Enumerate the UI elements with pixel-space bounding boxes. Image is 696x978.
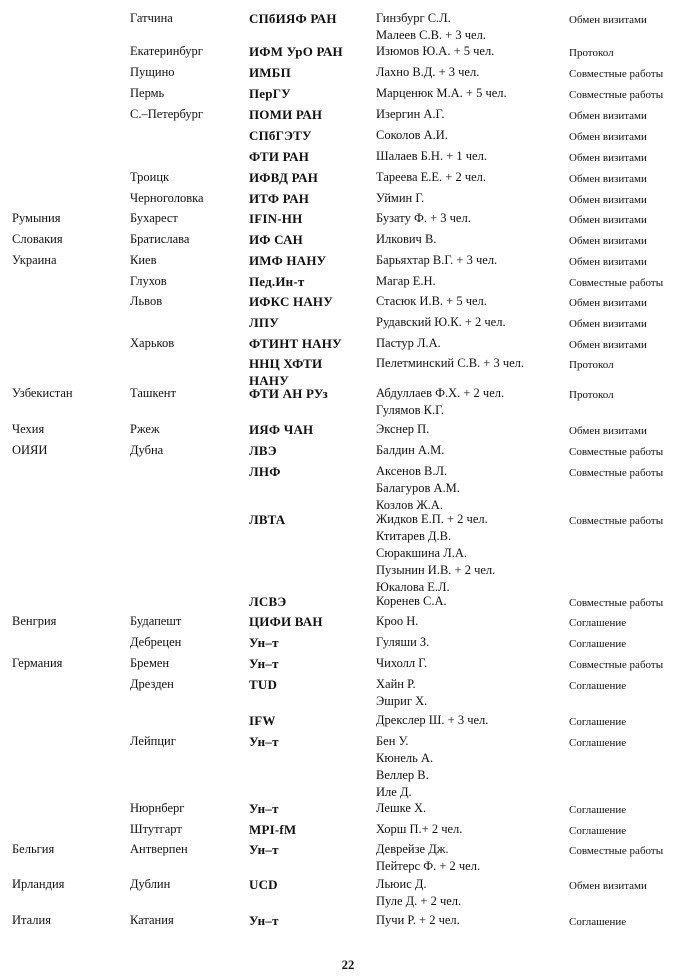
person-cell: Хайн Р. [376, 677, 416, 691]
cooperation-type-cell: Обмен визитами [569, 318, 647, 330]
cooperation-type-cell: Обмен визитами [569, 256, 647, 268]
cooperation-type-cell: Обмен визитами [569, 110, 647, 122]
cooperation-type-cell: Обмен визитами [569, 425, 647, 437]
country-cell: Украина [12, 253, 57, 267]
institution-cell: Ун–т [249, 913, 279, 928]
cooperation-type-cell: Обмен визитами [569, 152, 647, 164]
person-cell: Льюис Д. [376, 877, 427, 891]
person-cell: Пуле Д. + 2 чел. [376, 894, 462, 908]
country-cell: Ирландия [12, 877, 65, 891]
person-cell: Гинзбург С.Л. [376, 11, 451, 25]
person-cell: Пейтерс Ф. + 2 чел. [376, 859, 481, 873]
cooperation-type-cell: Совместные работы [569, 659, 664, 671]
person-cell: Кроо Н. [376, 614, 419, 628]
cooperation-type-cell: Совместные работы [569, 467, 664, 479]
person-cell: Лахно В.Д. + 3 чел. [376, 65, 480, 79]
person-cell: Кюнель А. [376, 751, 434, 765]
person-cell: Чихолл Г. [376, 656, 428, 670]
city-cell: Пущино [130, 65, 175, 79]
city-cell: Дублин [130, 877, 171, 891]
country-cell: Бельгия [12, 842, 55, 856]
cooperation-type-cell: Обмен визитами [569, 339, 647, 351]
institution-cell: IFIN-HH [249, 211, 303, 226]
institution-cell: IFW [249, 713, 276, 728]
cooperation-type-cell: Обмен визитами [569, 235, 647, 247]
person-cell: Изергин А.Г. [376, 107, 445, 121]
person-cell: Сюракшина Л.А. [376, 546, 467, 560]
city-cell: Штутгарт [130, 822, 182, 836]
institution-cell: ИЯФ ЧАН [249, 422, 314, 437]
institution-cell: ЛВЭ [249, 443, 277, 458]
city-cell: Черноголовка [130, 191, 204, 205]
city-cell: Львов [130, 294, 163, 308]
cooperation-type-cell: Протокол [569, 359, 614, 371]
country-cell: Германия [12, 656, 63, 670]
institution-cell: TUD [249, 677, 278, 692]
cooperation-type-cell: Совместные работы [569, 68, 664, 80]
person-cell: Коренев С.А. [376, 594, 447, 608]
country-cell: ОИЯИ [12, 443, 48, 457]
person-cell: Балдин А.М. [376, 443, 445, 457]
person-cell: Лешке Х. [376, 801, 427, 815]
cooperation-type-cell: Протокол [569, 389, 614, 401]
country-cell: Румыния [12, 211, 61, 225]
person-cell: Пучи Р. + 2 чел. [376, 913, 460, 927]
person-cell: Пузынин И.В. + 2 чел. [376, 563, 496, 577]
institution-cell: UCD [249, 877, 278, 892]
city-cell: Будапешт [130, 614, 182, 628]
person-cell: Гуляши З. [376, 635, 430, 649]
cooperation-type-cell: Соглашение [569, 638, 627, 650]
person-cell: Козлов Ж.А. [376, 498, 443, 512]
person-cell: Илкович В. [376, 232, 437, 246]
institution-cell: ИТФ РАН [249, 191, 310, 206]
institution-cell: ФТИ АН РУз [249, 386, 328, 401]
person-cell: Рудавский Ю.К. + 2 чел. [376, 315, 506, 329]
institution-cell: MPI-fM [249, 822, 297, 837]
person-cell: Дрекслер Ш. + 3 чел. [376, 713, 489, 727]
institution-cell: ИФКС НАНУ [249, 294, 333, 309]
city-cell: Глухов [130, 274, 167, 288]
institution-cell: ИФ САН [249, 232, 303, 247]
person-cell: Экснер П. [376, 422, 430, 436]
person-cell: Уймин Г. [376, 191, 425, 205]
city-cell: С.–Петербург [130, 107, 204, 121]
person-cell: Изюмов Ю.А. + 5 чел. [376, 44, 495, 58]
city-cell: Гатчина [130, 11, 173, 25]
country-cell: Чехия [12, 422, 45, 436]
person-cell: Пелетминский С.В. + 3 чел. [376, 356, 525, 370]
institution-cell: ИМБП [249, 65, 291, 80]
city-cell: Лейпциг [130, 734, 176, 748]
institution-cell: Ун–т [249, 656, 279, 671]
city-cell: Троицк [130, 170, 170, 184]
city-cell: Катания [130, 913, 174, 927]
institution-cell: ЦИФИ ВАН [249, 614, 323, 629]
country-cell: Словакия [12, 232, 63, 246]
institution-cell: Ун–т [249, 842, 279, 857]
cooperation-type-cell: Обмен визитами [569, 14, 647, 26]
cooperation-type-cell: Совместные работы [569, 597, 664, 609]
city-cell: Антверпен [130, 842, 188, 856]
person-cell: Иле Д. [376, 785, 412, 799]
person-cell: Ктитарев Д.В. [376, 529, 452, 543]
city-cell: Харьков [130, 336, 175, 350]
cooperation-type-cell: Протокол [569, 47, 614, 59]
institution-cell: ИМФ НАНУ [249, 253, 327, 268]
cooperation-type-cell: Соглашение [569, 737, 627, 749]
city-cell: Бухарест [130, 211, 178, 225]
institution-cell: Ун–т [249, 801, 279, 816]
cooperation-type-cell: Соглашение [569, 804, 627, 816]
person-cell: Шалаев Б.Н. + 1 чел. [376, 149, 487, 163]
country-cell: Венгрия [12, 614, 57, 628]
cooperation-type-cell: Обмен визитами [569, 297, 647, 309]
city-cell: Бремен [130, 656, 170, 670]
person-cell: Бен У. [376, 734, 409, 748]
person-cell: Тареева Е.Е. + 2 чел. [376, 170, 487, 184]
person-cell: Малеев С.В. + 3 чел. [376, 28, 486, 42]
city-cell: Екатеринбург [130, 44, 203, 58]
cooperation-type-cell: Соглашение [569, 916, 627, 928]
institution-cell: ЛСВЭ [249, 594, 287, 609]
person-cell: Абдуллаев Ф.Х. + 2 чел. [376, 386, 505, 400]
cooperation-type-cell: Обмен визитами [569, 173, 647, 185]
institution-cell: ФТИНТ НАНУ [249, 336, 342, 351]
institution-cell: ФТИ РАН [249, 149, 310, 164]
cooperation-type-cell: Обмен визитами [569, 214, 647, 226]
page-number: 22 [341, 958, 355, 972]
person-cell: Пастур Л.А. [376, 336, 441, 350]
institution-cell: Пед.Ин-т [249, 274, 305, 289]
person-cell: Веллер В. [376, 768, 429, 782]
person-cell: Аксенов В.Л. [376, 464, 448, 478]
city-cell: Нюрнберг [130, 801, 185, 815]
institution-cell: ИФМ УрО РАН [249, 44, 343, 59]
country-cell: Италия [12, 913, 51, 927]
person-cell: Балагуров А.М. [376, 481, 460, 495]
institution-cell: ПОМИ РАН [249, 107, 323, 122]
person-cell: Барьяхтар В.Г. + 3 чел. [376, 253, 498, 267]
institution-cell: ЛВТА [249, 512, 286, 527]
city-cell: Дубна [130, 443, 164, 457]
cooperation-type-cell: Обмен визитами [569, 194, 647, 206]
institution-cell: Ун–т [249, 635, 279, 650]
cooperation-type-cell: Соглашение [569, 716, 627, 728]
person-cell: Юкалова Е.Л. [376, 580, 450, 594]
person-cell: Хорш П.+ 2 чел. [376, 822, 463, 836]
person-cell: Эшриг Х. [376, 694, 428, 708]
cooperation-type-cell: Соглашение [569, 825, 627, 837]
institution-cell: ЛНФ [249, 464, 281, 479]
city-cell: Братислава [130, 232, 190, 246]
city-cell: Дрезден [130, 677, 174, 691]
institution-cell: Ун–т [249, 734, 279, 749]
person-cell: Марценюк М.А. + 5 чел. [376, 86, 507, 100]
institution-cell: ННЦ ХФТИ НАНУ [249, 356, 323, 388]
city-cell: Ржеж [130, 422, 160, 436]
institution-cell: ИФВД РАН [249, 170, 319, 185]
city-cell: Пермь [130, 86, 165, 100]
cooperation-type-cell: Соглашение [569, 617, 627, 629]
person-cell: Гулямов К.Г. [376, 403, 445, 417]
cooperation-type-cell: Совместные работы [569, 515, 664, 527]
cooperation-type-cell: Обмен визитами [569, 131, 647, 143]
city-cell: Ташкент [130, 386, 176, 400]
person-cell: Соколов А.И. [376, 128, 448, 142]
institution-cell: ПерГУ [249, 86, 291, 101]
cooperation-type-cell: Совместные работы [569, 277, 664, 289]
institution-cell: СПбИЯФ РАН [249, 11, 337, 26]
cooperation-type-cell: Соглашение [569, 680, 627, 692]
institution-cell: СПбГЭТУ [249, 128, 312, 143]
cooperation-type-cell: Совместные работы [569, 845, 664, 857]
cooperation-type-cell: Совместные работы [569, 89, 664, 101]
cooperation-type-cell: Совместные работы [569, 446, 664, 458]
country-cell: Узбекистан [12, 386, 73, 400]
person-cell: Стасюк И.В. + 5 чел. [376, 294, 487, 308]
person-cell: Магар Е.Н. [376, 274, 436, 288]
city-cell: Дебрецен [130, 635, 182, 649]
person-cell: Деврейзе Дж. [376, 842, 449, 856]
institution-cell: ЛПУ [249, 315, 279, 330]
cooperation-type-cell: Обмен визитами [569, 880, 647, 892]
city-cell: Киев [130, 253, 157, 267]
person-cell: Бузату Ф. + 3 чел. [376, 211, 471, 225]
person-cell: Жидков Е.П. + 2 чел. [376, 512, 488, 526]
